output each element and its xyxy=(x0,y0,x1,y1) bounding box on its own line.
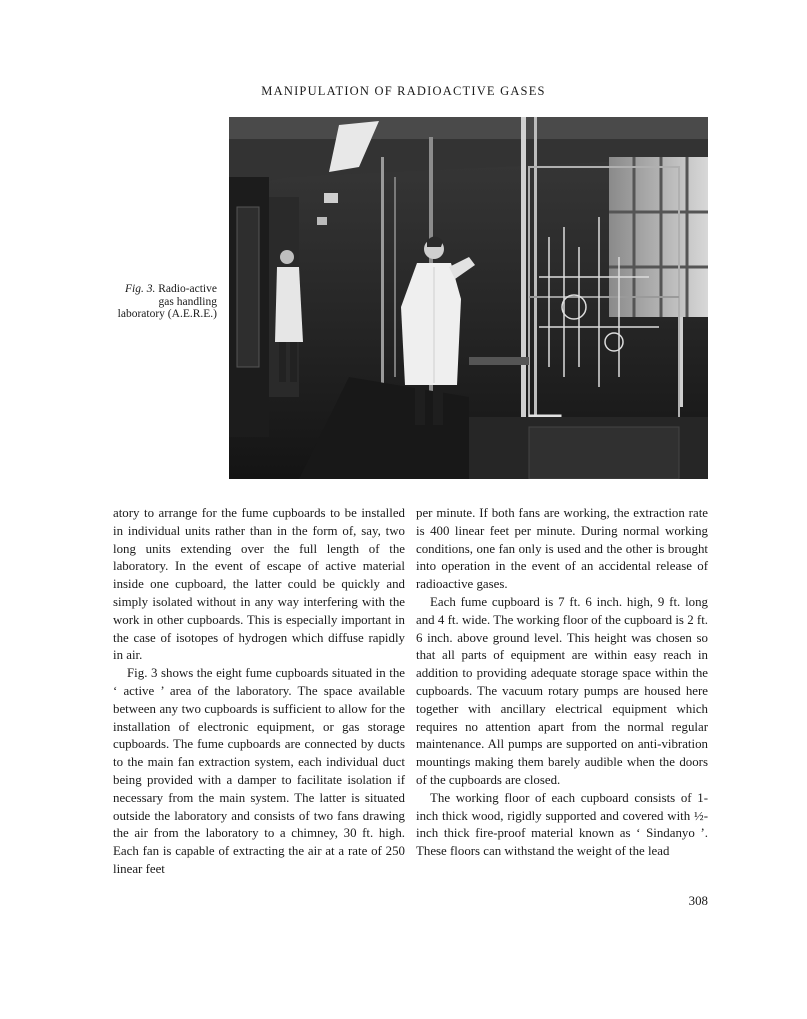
laboratory-photograph-illustration xyxy=(229,117,708,479)
running-head: MANIPULATION OF RADIOACTIVE GASES xyxy=(261,84,546,98)
figure-caption-text: Radio-active gas handling laboratory (A.E.R.E.) xyxy=(117,283,217,320)
right-text-column xyxy=(416,505,708,861)
page-number: 308 xyxy=(688,894,708,908)
right-paragraph-2: Each fume cupboard is 7 ft. 6 inch. high, 9 ft. long and 4 ft. wide. The working floor of the cupboard is 2 ft. 6 inch. above ground level. This height was chosen so that all parts of equipment are within easy reach in addition to providing adequate storage space within the cupboards. The vacuum rotary pumps are housed here together with ancillary electrical equipment which requires no attention apart from the normal regular maintenance. All pumps are supported on anti-vibration mountings making them barely audible when the doors of the cupboards are closed. xyxy=(416,594,708,787)
laboratory-photograph xyxy=(229,117,708,479)
left-paragraph-2: Fig. 3 shows the eight fume cupboards situated in the ‘ active ’ area of the laboratory. The space available between any two cupboards is sufficient to allow for the installation of electronic equipment, or gas storage cupboards. The fume cupboards are connected by ducts to the main fan extraction system, each individual duct being provided with a damper to facilitate isolation if necessary from the main system. The latter is situated outside the laboratory and consists of two fans drawing the air from the laboratory to a chimney, 30 ft. high. Each fan is capable of extracting the air at a rate of 250 linear feet xyxy=(113,666,405,876)
left-paragraph-1: atory to arrange for the fume cupboards to be installed in individual units rather than in the form of, say, two long units extending over the full length of the laboratory. In the event of escape of active material inside one cupboard, the latter could be quickly and simply isolated without in any way interfering with the work in other cupboards. This is especially important in the case of isotopes of hydrogen which diffuse rapidly in air. xyxy=(113,506,405,663)
figure-caption xyxy=(112,283,217,321)
figure-caption-label: Fig. 3. xyxy=(125,283,156,295)
right-paragraph-1: per minute. If both fans are working, the extraction rate is 400 linear feet per minute. During normal working conditions, one fan only is used and the other is brought into operation in the event of an accidental release of radioactive gases. xyxy=(416,506,708,592)
right-paragraph-3: The working floor of each cupboard consists of 1-inch thick wood, rigidly supported and covered with ½-inch thick fire-proof material known as ‘ Sindanyo ’. These floors can withstand the weight of the lead xyxy=(416,790,708,859)
left-text-column xyxy=(113,505,405,879)
